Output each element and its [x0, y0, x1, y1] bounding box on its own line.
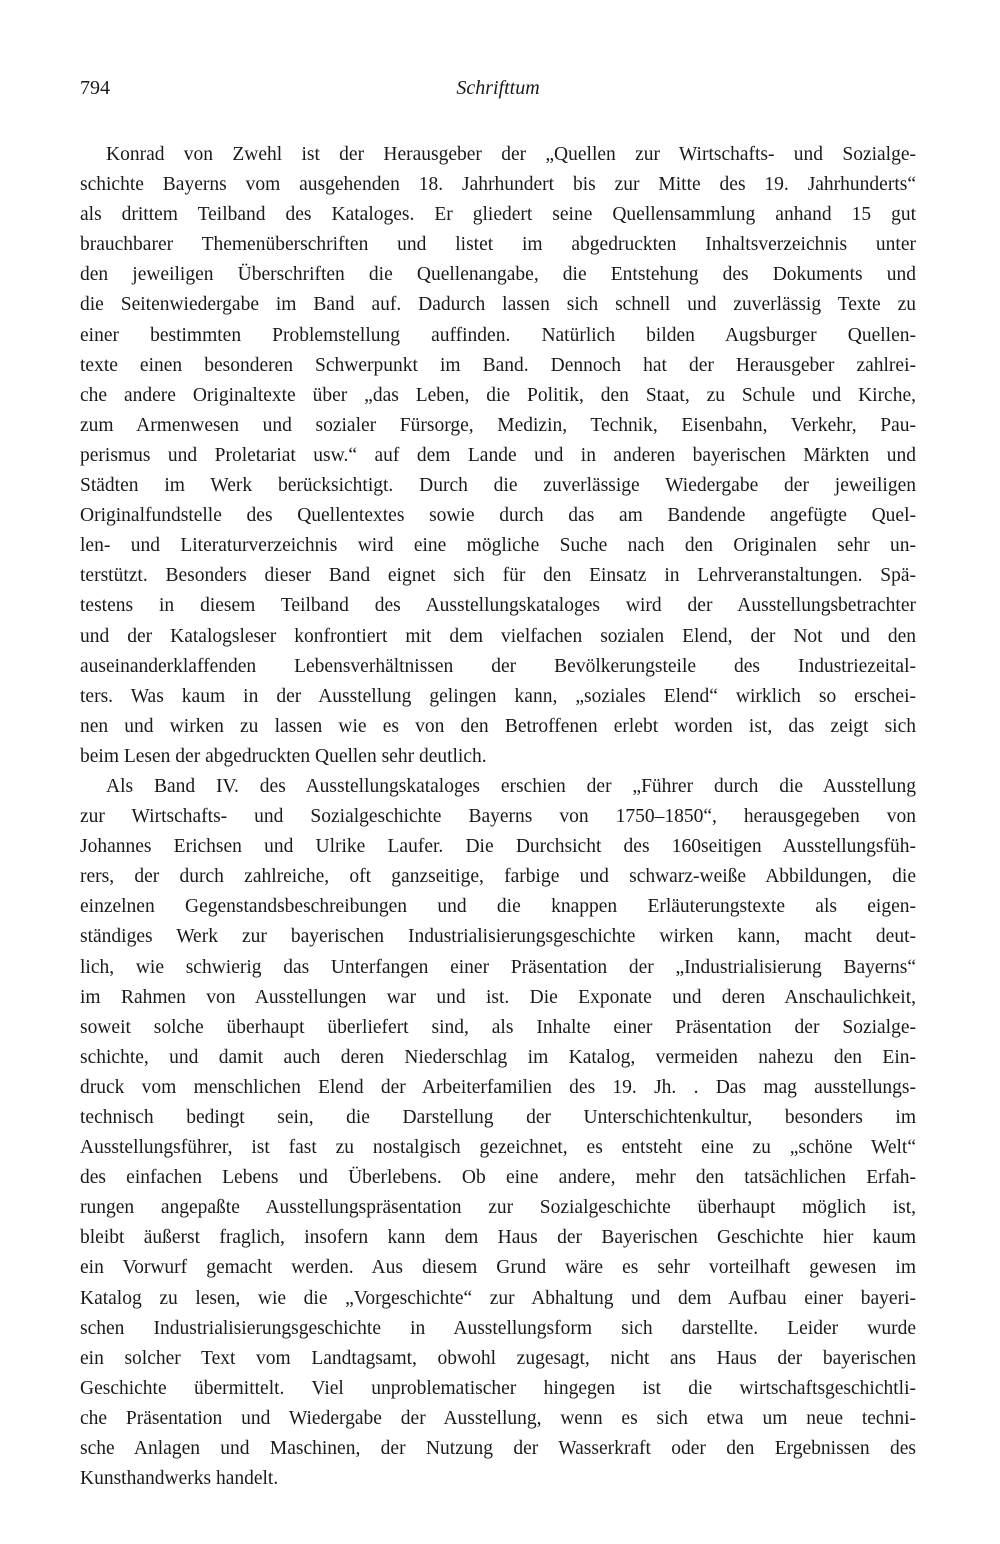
text-line: lich, wie schwierig das Unterfangen einer Präsentation der „Industrialisierung Bayerns“ — [80, 956, 916, 978]
text-line: texte einen besonderen Schwerpunkt im Band. Dennoch hat der Herausgeber zahlrei- — [80, 354, 916, 376]
text-line: che Präsentation und Wiedergabe der Ausstellung, wenn es sich etwa um neue techni- — [80, 1407, 916, 1429]
text-line: che andere Originaltexte über „das Leben, die Politik, den Staat, zu Schule und Kirche, — [80, 384, 916, 406]
text-line: schen Industrialisierungsgeschichte in Ausstellungsform sich darstellte. Leider wurde — [80, 1317, 916, 1339]
text-line: zum Armenwesen und sozialer Fürsorge, Medizin, Technik, Eisenbahn, Verkehr, Pau- — [80, 414, 916, 436]
text-line: Originalfundstelle des Quellentextes sowie durch das am Bandende angefügte Quel- — [80, 505, 916, 527]
text-line: und der Katalogsleser konfrontiert mit dem vielfachen sozialen Elend, der Not und den — [80, 625, 916, 647]
text-line: schichte, und damit auch deren Niederschlag im Katalog, vermeiden nahezu den Ein- — [80, 1046, 916, 1068]
text-line: technisch bedingt sein, die Darstellung der Unterschichtenkultur, besonders im — [80, 1107, 916, 1128]
text-line: ständiges Werk zur bayerischen Industrialisierungsgeschichte wirken kann, macht deut- — [80, 926, 916, 948]
text-line: Ausstellungsführer, ist fast zu nostalgisch gezeichnet, es entsteht eine zu „schöne Welt“ — [80, 1137, 916, 1159]
text-line: beim Lesen der abgedruckten Quellen sehr deutlich. — [80, 745, 487, 767]
text-line: ein solcher Text vom Landtagsamt, obwohl zugesagt, nicht ans Haus der bayerischen — [80, 1347, 916, 1369]
text-line: ters. Was kaum in der Ausstellung gelingen kann, „soziales Elend“ wirklich so erschei- — [80, 685, 916, 707]
text-line: im Rahmen von Ausstellungen war und ist. Die Exponate und deren Anschaulichkeit, — [80, 986, 916, 1008]
text-line: Konrad von Zwehl ist der Herausgeber der „Quellen zur Wirtschafts- und Sozialge- — [106, 144, 916, 165]
text-line: soweit solche überhaupt überliefert sind, als Inhalte einer Präsentation der Sozialge- — [80, 1016, 916, 1038]
text-line: rungen angepaßte Ausstellungspräsentation zur Sozialgeschichte überhaupt möglich ist, — [80, 1197, 916, 1219]
text-line: Städten im Werk berücksichtigt. Durch die zuverlässige Wiedergabe der jeweiligen — [80, 475, 916, 497]
page-number: 794 — [80, 77, 110, 99]
text-line: die Seitenwiedergabe im Band auf. Dadurch lassen sich schnell und zuverlässig Texte zu — [80, 294, 916, 316]
text-line: zur Wirtschafts- und Sozialgeschichte Bayerns von 1750–1850“, herausgegeben von — [80, 806, 916, 828]
text-line: als drittem Teilband des Kataloges. Er gliedert seine Quellensammlung anhand 15 gut — [80, 204, 916, 226]
text-line: einer bestimmten Problemstellung auffinden. Natürlich bilden Augsburger Quellen- — [80, 324, 916, 346]
text-line: schichte Bayerns vom ausgehenden 18. Jahrhundert bis zur Mitte des 19. Jahrhunderts“ — [80, 174, 916, 196]
text-line: Kunsthandwerks handelt. — [80, 1468, 279, 1490]
paragraph-1 — [80, 140, 916, 772]
text-line: nen und wirken zu lassen wie es von den Betroffenen erlebt worden ist, das zeigt sich — [80, 715, 916, 737]
text-line: Katalog zu lesen, wie die „Vorgeschichte“ zur Abhaltung und dem Aufbau einer bayeri- — [80, 1287, 916, 1309]
text-line: terstützt. Besonders dieser Band eignet sich für den Einsatz in Lehrveranstaltungen. Spä- — [80, 565, 916, 587]
text-line: Geschichte übermittelt. Viel unproblematischer hingegen ist die wirtschaftsgeschichtli- — [80, 1377, 916, 1399]
text-line: bleibt äußerst fraglich, insofern kann dem Haus der Bayerischen Geschichte hier kaum — [80, 1227, 916, 1249]
text-line: brauchbarer Themenüberschriften und listet im abgedruckten Inhaltsverzeichnis unter — [80, 234, 916, 256]
text-line: testens in diesem Teilband des Ausstellungskataloges wird der Ausstellungsbetrachter — [80, 595, 916, 617]
text-line: einzelnen Gegenstandsbeschreibungen und die knappen Erläuterungstexte als eigen- — [80, 896, 916, 918]
paragraph-2 — [80, 772, 916, 1494]
text-line: auseinanderklaffenden Lebensverhältnissen der Bevölkerungsteile des Industriezeital- — [80, 655, 916, 677]
text-line: perismus und Proletariat usw.“ auf dem Lande und in anderen bayerischen Märkten und — [80, 444, 916, 466]
text-line: Johannes Erichsen und Ulrike Laufer. Die Durchsicht des 160seitigen Ausstellungsfüh- — [80, 836, 916, 858]
text-line: druck vom menschlichen Elend der Arbeiterfamilien des 19. Jh. . Das mag ausstellungs- — [80, 1076, 916, 1098]
text-line: den jeweiligen Überschriften die Quellenangabe, die Entstehung des Dokuments und — [80, 264, 916, 286]
text-line: sche Anlagen und Maschinen, der Nutzung der Wasserkraft oder den Ergebnissen des — [80, 1438, 916, 1460]
text-line: rers, der durch zahlreiche, oft ganzseitige, farbige und schwarz-weiße Abbildungen, die — [80, 866, 916, 888]
text-line: ein Vorwurf gemacht werden. Aus diesem Grund wäre es sehr vorteilhaft gewesen im — [80, 1257, 916, 1279]
text-line: len- und Literaturverzeichnis wird eine mögliche Suche nach den Originalen sehr un- — [80, 535, 916, 557]
page-header — [80, 76, 916, 106]
body-text — [80, 140, 916, 1494]
running-title: Schrifttum — [456, 77, 540, 99]
text-line: Als Band IV. des Ausstellungskataloges erschien der „Führer durch die Ausstellung — [106, 775, 916, 797]
text-line: des einfachen Lebens und Überlebens. Ob eine andere, mehr den tatsächlichen Erfah- — [80, 1167, 916, 1189]
